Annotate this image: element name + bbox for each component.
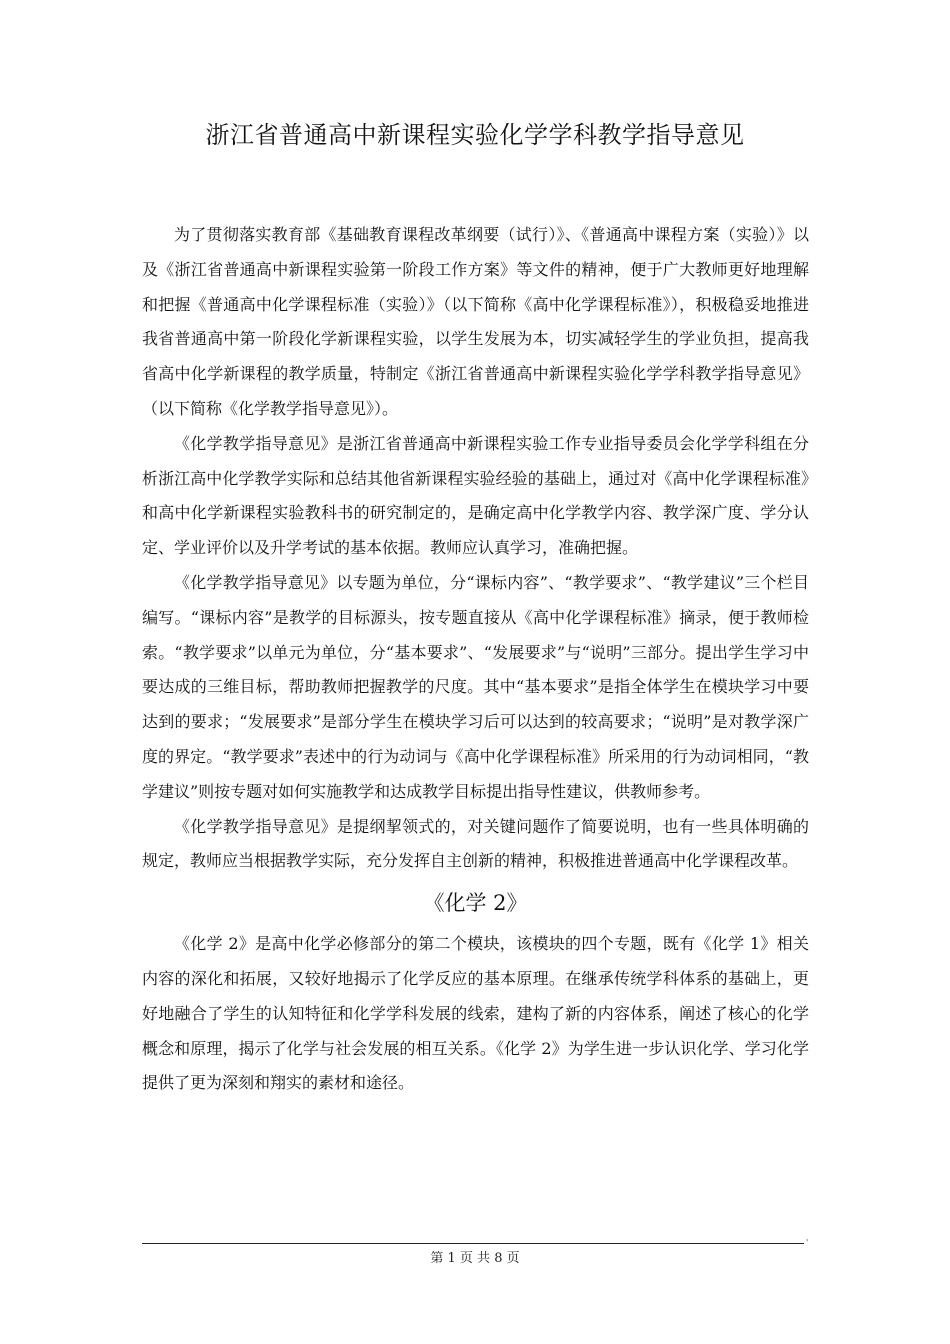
intro-paragraph-3: 《化学教学指导意见》以专题为单位，分“课标内容”、“教学要求”、“教学建议”三个栏目编写。“课标内容”是教学的目标源头，按专题直接从《高中化学课程标准》摘录，便于教师检索。“教学要求”以单元为单位，分“基本要求”、“发展要求”与“说明”三部分。提出学生学习中要达成的三维目标，帮助教师把握教学的尺度。其中“基本要求”是指全体学生在模块学习中要达到的要求；“发展要求”是部分学生在模块学习后可以达到的较高要求；“说明”是对教学深广度的界定。“教学要求”表述中的行为动词与《高中化学课程标准》所采用的行为动词相同，“教学建议”则按专题对如何实施教学和达成教学目标提出指导性建议，供教师参考。 — [142, 572, 809, 801]
intro-paragraph-2: 《化学教学指导意见》是浙江省普通高中新课程实验工作专业指导委员会化学学科组在分析浙江高中化学教学实际和总结其他省新课程实验经验的基础上，通过对《高中化学课程标准》和高中化学新课程实验教科书的研究制定的，是确定高中化学教学内容、教学深广度、学分认定、学业评价以及升学考试的基本依据。教师应认真学习，准确把握。 — [142, 433, 809, 558]
footer-divider — [142, 1243, 804, 1244]
page-number: 第 1 页 共 8 页 — [430, 1251, 520, 1266]
intro-paragraph-1: 为了贯彻落实教育部《基础教育课程改革纲要（试行）》、《普通高中课程方案（实验）》以及《浙江省普通高中新课程实验第一阶段工作方案》等文件的精神，便于广大教师更好地理解和把握《普通高中化学课程标准（实验）》（以下简称《高中化学课程标准》），积极稳妥地推进我省普通高中第一阶段化学新课程实验，以学生发展为本，切实减轻学生的学业负担，提高我省高中化学新课程的教学质量，特制定《浙江省普通高中新课程实验化学学科教学指导意见》（以下简称《化学教学指导意见》）。 — [142, 225, 809, 418]
section-paragraph-1: 《化学 2》是高中化学必修部分的第二个模块，该模块的四个专题，既有《化学 1》相关内容的深化和拓展，又较好地揭示了化学反应的基本原理。在继承传统学科体系的基础上，更好地融合了学生的认知特征和化学学科发展的线索，建构了新的内容体系，阐述了核心的化学概念和原理，揭示了化学与社会发展的相互关系。《化学 2》为学生进一步认识化学、学习化学提供了更为深刻和翔实的素材和途径。 — [142, 934, 809, 1093]
document-title: 浙江省普通高中新课程实验化学学科教学指导意见 — [205, 121, 745, 149]
document-body — [142, 218, 809, 1101]
intro-paragraph-4: 《化学教学指导意见》是提纲挈领式的，对关键问题作了简要说明，也有一些具体明确的规定，教师应当根据教学实际，充分发挥自主创新的精神，积极推进普通高中化学课程改革。 — [142, 816, 809, 871]
section-title: 《化学 2》 — [423, 891, 528, 916]
footer-tick-mark: ' — [806, 1238, 809, 1247]
